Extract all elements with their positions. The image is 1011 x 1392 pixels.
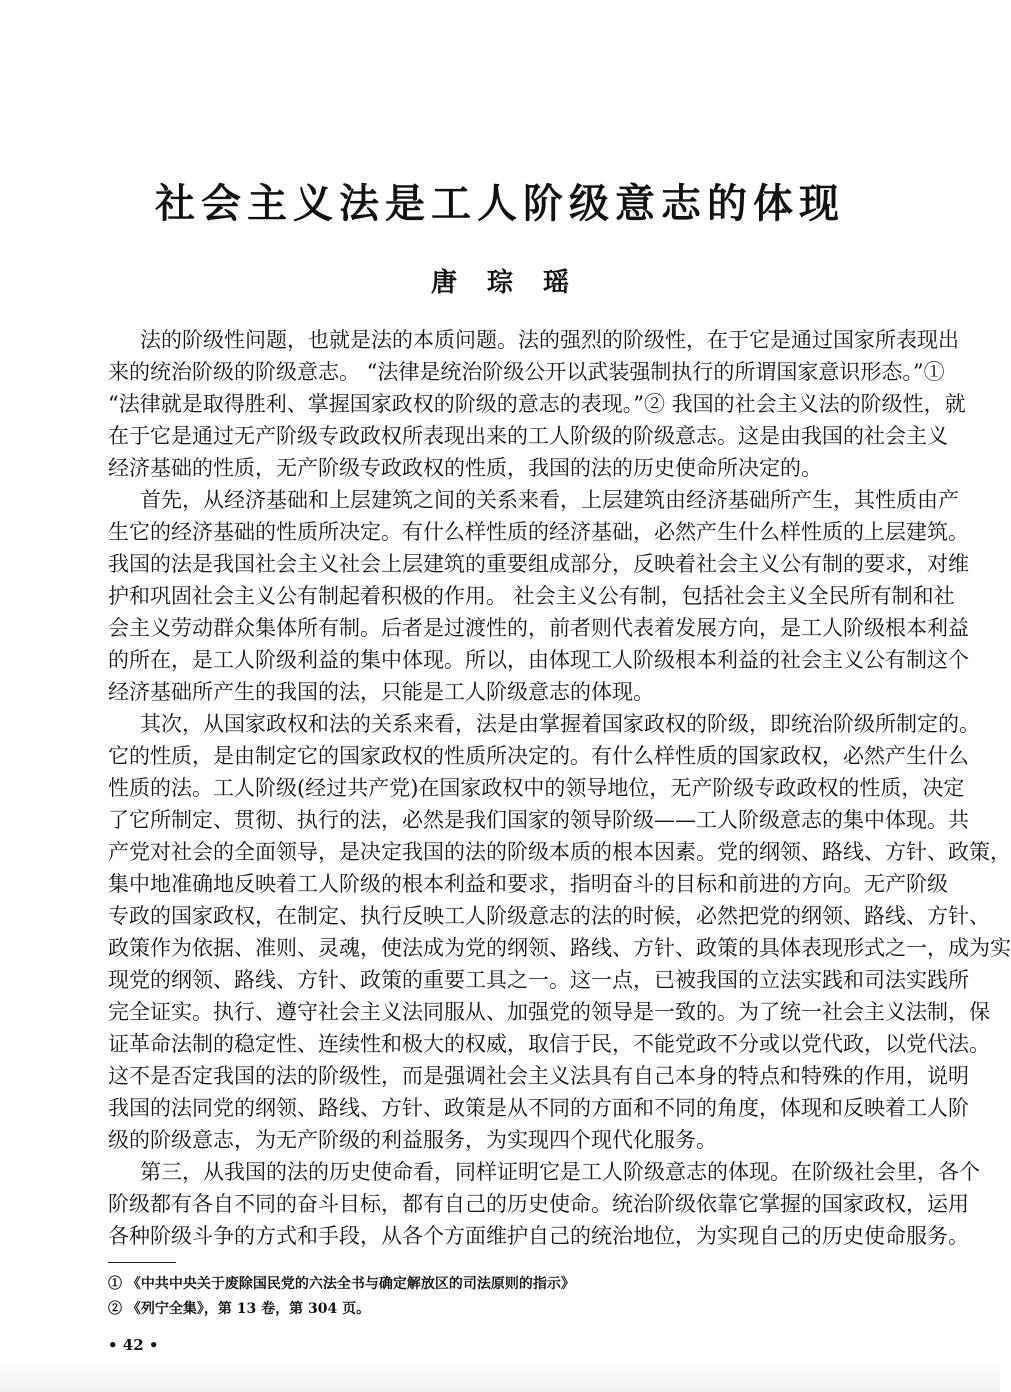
text-line: 我国的法同党的纲领、路线、方针、政策是从不同的方面和不同的角度，体现和反映着工人阶 bbox=[108, 1096, 969, 1120]
text-line: 证革命法制的稳定性、连续性和极大的权威，取信于民，不能党政不分或以党代政，以党代法。 bbox=[108, 1032, 990, 1056]
text-line: 来的统治阶级的阶级意志。 “法律是统治阶级公开以武装强制执行的所谓国家意识形态。”① bbox=[108, 360, 945, 384]
text-line: 经济基础的性质，无产阶级专政政权的性质，我国的法的历史使命所决定的。 bbox=[108, 456, 822, 480]
text-line: 我国的法是我国社会主义社会上层建筑的重要组成部分，反映着社会主义公有制的要求，对维 bbox=[108, 552, 969, 576]
page-number: • 42 • bbox=[108, 1336, 159, 1354]
page-bottom-edge bbox=[0, 1360, 1000, 1392]
text-line: 会主义劳动群众集体所有制。后者是过渡性的，前者则代表着发展方向，是工人阶级根本利益 bbox=[108, 616, 969, 640]
text-line: 经济基础所产生的我国的法，只能是工人阶级意志的体现。 bbox=[108, 680, 654, 704]
text-line: 了它所制定、贯彻、执行的法，必然是我们国家的领导阶级——工人阶级意志的集中体现。共 bbox=[108, 808, 969, 832]
footnote-1: ① 《中共中央关于废除国民党的六法全书与确定解放区的司法原则的指示》 bbox=[108, 1276, 575, 1292]
text-line: 这不是否定我国的法的阶级性，而是强调社会主义法具有自己本身的特点和特殊的作用，说明 bbox=[108, 1064, 969, 1088]
text-line: 护和巩固社会主义公有制起着积极的作用。 社会主义公有制，包括社会主义全民所有制和社 bbox=[108, 584, 955, 608]
article-title: 社会主义法是工人阶级意志的体现 bbox=[155, 180, 845, 227]
text-line: 级的阶级意志，为无产阶级的利益服务，为实现四个现代化服务。 bbox=[108, 1128, 717, 1152]
paragraph bbox=[108, 708, 1011, 1156]
text-line: 产党对社会的全面领导，是决定我国的法的阶级本质的根本因素。党的纲领、路线、方针、政策， bbox=[108, 840, 1011, 864]
text-line: 生它的经济基础的性质所决定。有什么样性质的经济基础，必然产生什么样性质的上层建筑。 bbox=[108, 520, 969, 544]
text-line: 阶级都有各自不同的奋斗目标，都有自己的历史使命。统治阶级依靠它掌握的国家政权，运用 bbox=[108, 1192, 969, 1216]
paragraph bbox=[108, 1156, 980, 1252]
footnotes bbox=[108, 1272, 575, 1322]
text-line: 的所在，是工人阶级利益的集中体现。所以，由体现工人阶级根本利益的社会主义公有制这个 bbox=[108, 648, 969, 672]
text-line: 其次，从国家政权和法的关系来看，法是由掌握着国家政权的阶级，即统治阶级所制定的。 bbox=[140, 712, 980, 736]
text-line: 它的性质，是由制定它的国家政权的性质所决定的。有什么样性质的国家政权，必然产生什么 bbox=[108, 744, 969, 768]
footnote-2: ② 《列宁全集》，第 13 卷，第 304 页。 bbox=[108, 1301, 371, 1317]
text-line: “法律就是取得胜利、掌握国家政权的阶级的意志的表现。”② 我国的社会主义法的阶级性，就 bbox=[108, 392, 966, 416]
paragraph bbox=[108, 324, 966, 484]
text-line: 各种阶级斗争的方式和手段，从各个方面维护自己的统治地位，为实现自己的历史使命服务。 bbox=[108, 1224, 969, 1248]
text-line: 完全证实。执行、遵守社会主义法同服从、加强党的领导是一致的。为了统一社会主义法制，保 bbox=[108, 1000, 990, 1024]
text-line: 首先，从经济基础和上层建筑之间的关系来看，上层建筑由经济基础所产生，其性质由产 bbox=[140, 488, 959, 512]
paragraph bbox=[108, 484, 969, 708]
text-line: 第三，从我国的法的历史使命看，同样证明它是工人阶级意志的体现。在阶级社会里，各个 bbox=[140, 1160, 980, 1184]
text-line: 法的阶级性问题，也就是法的本质问题。法的强烈的阶级性，在于它是通过国家所表现出 bbox=[140, 328, 959, 352]
footnote-divider bbox=[108, 1262, 176, 1263]
author-name: 唐琮瑶 bbox=[430, 268, 599, 298]
text-line: 在于它是通过无产阶级专政政权所表现出来的工人阶级的阶级意志。这是由我国的社会主义 bbox=[108, 424, 948, 448]
article-body bbox=[108, 324, 1011, 1252]
text-line: 现党的纲领、路线、方针、政策的重要工具之一。这一点，已被我国的立法实践和司法实践所 bbox=[108, 968, 969, 992]
text-line: 集中地准确地反映着工人阶级的根本利益和要求，指明奋斗的目标和前进的方向。无产阶级 bbox=[108, 872, 948, 896]
text-line: 性质的法。工人阶级(经过共产党)在国家政权中的领导地位，无产阶级专政政权的性质，决定 bbox=[108, 776, 965, 800]
text-line: 专政的国家政权，在制定、执行反映工人阶级意志的法的时候，必然把党的纲领、路线、方针、 bbox=[108, 904, 990, 928]
text-line: 政策作为依据、准则、灵魂，使法成为党的纲领、路线、方针、政策的具体表现形式之一，成为实 bbox=[108, 936, 1011, 960]
